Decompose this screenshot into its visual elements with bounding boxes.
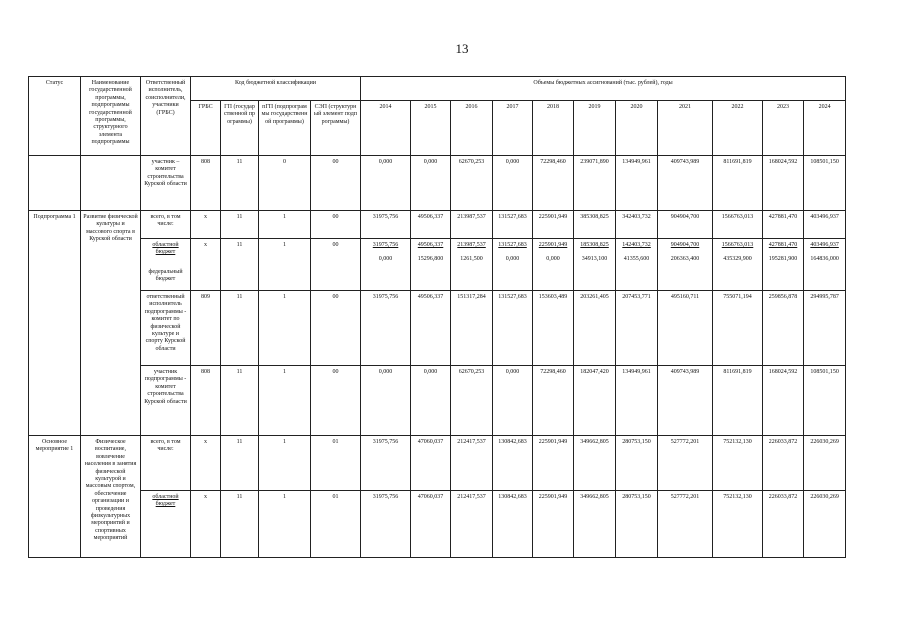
pgp-cell: 1: [259, 211, 311, 239]
value-cell: [361, 239, 411, 291]
gp-cell: 11: [221, 156, 259, 211]
value-cell: 62670,253: [451, 366, 493, 436]
value-cell: 0,000: [361, 366, 411, 436]
value-cell: 349662,805: [574, 491, 616, 558]
grbs-cell: 808: [191, 156, 221, 211]
value-cell: [713, 239, 763, 291]
pgp-cell: 1: [259, 491, 311, 558]
value-cell: 0,000: [493, 156, 533, 211]
program-name-cell: [81, 156, 141, 211]
value-cell: 182047,420: [574, 366, 616, 436]
regional-value: 213987,537: [457, 242, 486, 248]
sep-cell: 00: [311, 211, 361, 239]
budget-allocation-table: [28, 76, 846, 558]
gp-cell: 11: [221, 491, 259, 558]
federal-value: 0,000: [505, 256, 520, 263]
regional-value: 185308,825: [580, 242, 609, 248]
federal-value: 195281,900: [768, 256, 798, 263]
header-budget-code: Код бюджетной классификации: [191, 77, 361, 101]
sep-cell: 00: [311, 366, 361, 436]
value-cell: 108501,150: [804, 366, 846, 436]
grbs-cell: 808: [191, 366, 221, 436]
header-year: 2021: [658, 101, 713, 156]
grbs-cell: х: [191, 491, 221, 558]
status-cell: Подпрограмма 1: [29, 211, 81, 436]
gp-cell: 11: [221, 239, 259, 291]
regional-value: 131527,683: [498, 242, 527, 248]
value-cell: 755071,194: [713, 291, 763, 366]
value-cell: 31975,756: [361, 291, 411, 366]
federal-value: 34913,100: [581, 256, 608, 263]
value-cell: 811691,819: [713, 156, 763, 211]
value-cell: 239071,890: [574, 156, 616, 211]
value-cell: [493, 239, 533, 291]
regional-value: 904904,700: [670, 242, 700, 248]
value-cell: 225901,949: [533, 491, 574, 558]
value-cell: 226033,872: [763, 436, 804, 491]
value-cell: 72298,460: [533, 156, 574, 211]
executor-cell: всего, в том числе:: [141, 211, 191, 239]
value-cell: 72298,460: [533, 366, 574, 436]
pgp-cell: 1: [259, 291, 311, 366]
value-cell: 130842,683: [493, 436, 533, 491]
value-cell: 0,000: [493, 366, 533, 436]
value-cell: 811691,819: [713, 366, 763, 436]
header-year: 2015: [411, 101, 451, 156]
pgp-cell: 1: [259, 366, 311, 436]
header-year: 2024: [804, 101, 846, 156]
value-cell: 225901,949: [533, 211, 574, 239]
header-year: 2023: [763, 101, 804, 156]
value-cell: 226030,269: [804, 491, 846, 558]
regional-value: 225901,949: [538, 242, 568, 248]
value-cell: 134949,961: [616, 366, 658, 436]
value-cell: 108501,150: [804, 156, 846, 211]
value-cell: 212417,537: [451, 491, 493, 558]
gp-cell: 11: [221, 291, 259, 366]
value-cell: 62670,253: [451, 156, 493, 211]
value-cell: 151317,284: [451, 291, 493, 366]
header-year: 2014: [361, 101, 411, 156]
value-cell: 131527,683: [493, 211, 533, 239]
regional-value: 427881,470: [768, 242, 798, 248]
regional-value: 403496,937: [810, 242, 839, 248]
value-cell: 226033,872: [763, 491, 804, 558]
value-cell: 342403,732: [616, 211, 658, 239]
value-cell: 1566763,013: [713, 211, 763, 239]
federal-value: 1261,500: [460, 256, 483, 263]
value-cell: [451, 239, 493, 291]
value-cell: 47060,037: [411, 436, 451, 491]
value-cell: 527772,201: [658, 436, 713, 491]
value-cell: 280753,150: [616, 436, 658, 491]
header-name: Наименование государственной программы, подпрограммы государственной программы, структурного элемента подпрограммы: [81, 77, 141, 156]
federal-value: 41355,600: [623, 256, 650, 263]
regional-value: 31975,756: [372, 242, 399, 248]
value-cell: 225901,949: [533, 436, 574, 491]
header-sep: СЭП (структурный элемент подпрограммы): [311, 101, 361, 156]
value-cell: 49506,337: [411, 211, 451, 239]
value-cell: 0,000: [411, 366, 451, 436]
federal-value: 164836,000: [810, 256, 839, 263]
sep-cell: 00: [311, 156, 361, 211]
value-cell: 385308,825: [574, 211, 616, 239]
value-cell: 294995,787: [804, 291, 846, 366]
grbs-cell: х: [191, 436, 221, 491]
table-row: [29, 211, 846, 239]
value-cell: 134949,961: [616, 156, 658, 211]
regional-value: 1566763,013: [721, 242, 754, 248]
federal-value: 0,000: [546, 256, 560, 263]
regional-value: 142403,732: [622, 242, 651, 248]
page-number: 13: [455, 41, 469, 56]
value-cell: 168024,592: [763, 366, 804, 436]
regional-budget-label: областной бюджет: [152, 242, 179, 256]
header-pgp: пГП (подпрограммы государственной программы): [259, 101, 311, 156]
value-cell: [533, 239, 574, 291]
pgp-cell: 0: [259, 156, 311, 211]
regional-value: 49506,337: [417, 242, 444, 248]
table-row: [29, 239, 846, 291]
table-row: [29, 156, 846, 211]
header-year: 2022: [713, 101, 763, 156]
grbs-cell: х: [191, 239, 221, 291]
value-cell: 409743,989: [658, 366, 713, 436]
federal-value: 0,000: [378, 256, 393, 263]
program-name-cell: Развитие физической культуры и массового спорта в Курской области: [81, 211, 141, 436]
value-cell: 904904,700: [658, 211, 713, 239]
federal-value: 206363,400: [670, 256, 700, 263]
value-cell: 130842,683: [493, 491, 533, 558]
regional-budget-label: областной бюджет: [152, 494, 179, 508]
sep-cell: 00: [311, 291, 361, 366]
value-cell: [574, 239, 616, 291]
value-cell: 527772,201: [658, 491, 713, 558]
value-cell: 31975,756: [361, 436, 411, 491]
value-cell: 0,000: [411, 156, 451, 211]
value-cell: 31975,756: [361, 491, 411, 558]
value-cell: 131527,683: [493, 291, 533, 366]
gp-cell: 11: [221, 211, 259, 239]
executor-cell: [141, 491, 191, 558]
table-row: [29, 291, 846, 366]
header-volumes: Объемы бюджетных ассигнований (тыс. рублей), годы: [361, 77, 846, 101]
sep-cell: 01: [311, 491, 361, 558]
header-year: 2016: [451, 101, 493, 156]
executor-cell: [141, 239, 191, 291]
value-cell: 49506,337: [411, 291, 451, 366]
value-cell: 752132,130: [713, 491, 763, 558]
value-cell: 168024,592: [763, 156, 804, 211]
program-name-cell: Физическое воспитание, вовлечение населения в занятия физической культурой и массовым спортом, обеспечение организации и проведения физкультурных мероприятий и спортивных мероприятий: [81, 436, 141, 558]
federal-budget-label: федеральный бюджет: [148, 268, 183, 283]
value-cell: 31975,756: [361, 211, 411, 239]
value-cell: [658, 239, 713, 291]
value-cell: 153603,489: [533, 291, 574, 366]
sep-cell: 01: [311, 436, 361, 491]
gp-cell: 11: [221, 436, 259, 491]
value-cell: 349662,805: [574, 436, 616, 491]
executor-cell: участник подпрограммы - комитет строительства Курской области: [141, 366, 191, 436]
value-cell: 203261,405: [574, 291, 616, 366]
sep-cell: 00: [311, 239, 361, 291]
value-cell: 403496,937: [804, 211, 846, 239]
header-year: 2019: [574, 101, 616, 156]
table-row: [29, 366, 846, 436]
header-year: 2017: [493, 101, 533, 156]
executor-cell: ответственный исполнитель подпрограммы - комитет по физической культуре и спорту Курской области: [141, 291, 191, 366]
grbs-cell: 809: [191, 291, 221, 366]
value-cell: 409743,989: [658, 156, 713, 211]
header-grbs: ГРБС: [191, 101, 221, 156]
table-row: [29, 436, 846, 491]
header-gp: ГП (государственной программы): [221, 101, 259, 156]
value-cell: 0,000: [361, 156, 411, 211]
table-row: [29, 491, 846, 558]
value-cell: [411, 239, 451, 291]
value-cell: 427881,470: [763, 211, 804, 239]
value-cell: 213987,537: [451, 211, 493, 239]
executor-cell: всего, в том числе:: [141, 436, 191, 491]
header-row-top: [29, 77, 846, 101]
value-cell: 752132,130: [713, 436, 763, 491]
header-year: 2018: [533, 101, 574, 156]
header-executor: Ответственный исполнитель, соисполнители, участники (ГРБС): [141, 77, 191, 156]
value-cell: 280753,150: [616, 491, 658, 558]
federal-value: 15296,800: [417, 256, 444, 263]
pgp-cell: 1: [259, 239, 311, 291]
value-cell: [616, 239, 658, 291]
value-cell: 47060,037: [411, 491, 451, 558]
status-cell: Основное мероприятие 1: [29, 436, 81, 558]
header-year: 2020: [616, 101, 658, 156]
value-cell: 226030,269: [804, 436, 846, 491]
executor-cell: участник – комитет строительства Курской области: [141, 156, 191, 211]
value-cell: 212417,537: [451, 436, 493, 491]
status-cell: [29, 156, 81, 211]
federal-value: 435329,900: [723, 256, 752, 263]
pgp-cell: 1: [259, 436, 311, 491]
grbs-cell: х: [191, 211, 221, 239]
value-cell: 259856,878: [763, 291, 804, 366]
value-cell: 207453,771: [616, 291, 658, 366]
header-status: Статус: [29, 77, 81, 156]
value-cell: [763, 239, 804, 291]
gp-cell: 11: [221, 366, 259, 436]
value-cell: 495160,711: [658, 291, 713, 366]
value-cell: [804, 239, 846, 291]
